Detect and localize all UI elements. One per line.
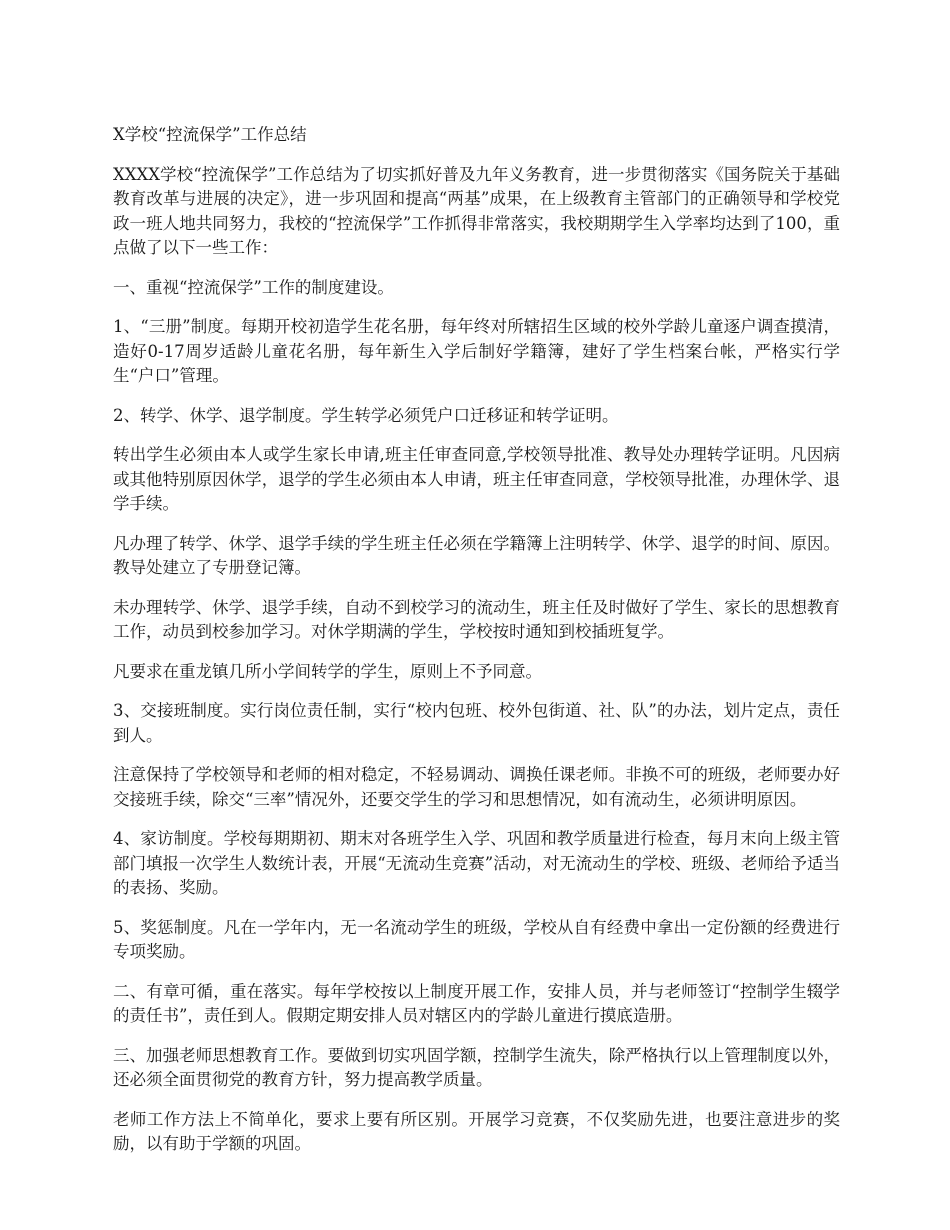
paragraph-transfer-rules: 2、转学、休学、退学制度。学生转学必须凭户口迁移证和转学证明。 xyxy=(113,405,619,425)
paragraph-section-1-heading: 一、重视“控流保学”工作的制度建设。 xyxy=(113,277,394,297)
paragraph-teaching-methods: 老师工作方法上不简单化，要求上要有所区别。开展学习竞赛，不仅奖励先进，也要注意进步的奖励，以有助于学额的巩固。 xyxy=(113,1109,840,1153)
paragraph-rewards: 5、奖惩制度。凡在一学年内，无一名流动学生的班级，学校从自有经费中拿出一定份额的经费进行专项奖励。 xyxy=(113,917,840,961)
paragraph-section-2: 二、有章可循，重在落实。每年学校按以上制度开展工作，安排人员，并与老师签订“控制学生辍学的责任书”，责任到人。假期定期安排人员对辖区内的学龄儿童进行摸底造册。 xyxy=(113,981,840,1025)
paragraph-section-3: 三、加强老师思想教育工作。要做到切实巩固学额，控制学生流失，除严格执行以上管理制度以外，还必须全面贯彻党的教育方针，努力提高教学质量。 xyxy=(113,1045,840,1089)
paragraph-registry-notes: 凡办理了转学、休学、退学手续的学生班主任必须在学籍簿上注明转学、休学、退学的时间、原因。教导处建立了专册登记簿。 xyxy=(113,533,840,577)
document-body xyxy=(113,123,840,1172)
paragraph-three-registers: 1、“三册”制度。每期开校初造学生花名册，每年终对所辖招生区域的校外学龄儿童逐户调查摸清，造好0-17周岁适龄儿童花名册，每年新生入学后制好学籍簿，建好了学生档案台帐，严格实行学生“户口”管理。 xyxy=(113,317,840,385)
paragraph-transfer-restriction: 凡要求在重龙镇几所小学间转学的学生，原则上不予同意。 xyxy=(113,661,542,681)
paragraph-intro: XXXX学校“控流保学”工作总结为了切实抓好普及九年义务教育，进一步贯彻落实《国务院关于基础教育改革与进展的决定》，进一步巩固和提高“两基”成果，在上级教育主管部门的正确领导和学校党政一班人地共同努力，我校的“控流保学”工作抓得非常落实，我校期期学生入学率均达到了100，重点做了以下一些工作： xyxy=(113,164,840,257)
paragraph-teacher-stability: 注意保持了学校领导和老师的相对稳定，不轻易调动、调换任课老师。非换不可的班级，老师要办好交接班手续，除交“三率”情况外，还要交学生的学习和思想情况，如有流动生，必须讲明原因。 xyxy=(113,765,840,809)
paragraph-handover-system: 3、交接班制度。实行岗位责任制，实行“校内包班、校外包街道、社、队”的办法，划片定点，责任到人。 xyxy=(113,701,840,745)
paragraph-floating-students: 未办理转学、休学、退学手续，自动不到校学习的流动生，班主任及时做好了学生、家长的思想教育工作，动员到校参加学习。对休学期满的学生，学校按时通知到校插班复学。 xyxy=(113,597,840,641)
paragraph-transfer-procedure: 转出学生必须由本人或学生家长申请,班主任审查同意,学校领导批准、教导处办理转学证明。凡因病或其他特别原因休学，退学的学生必须由本人申请，班主任审查同意，学校领导批准，办理休学、退学手续。 xyxy=(113,445,840,513)
paragraph-home-visits: 4、家访制度。学校每期期初、期末对各班学生入学、巩固和教学质量进行检查，每月末向上级主管部门填报一次学生人数统计表，开展“无流动生竞赛”活动，对无流动生的学校、班级、老师给予适当的表扬、奖励。 xyxy=(113,829,840,897)
document-title: X学校“控流保学”工作总结 xyxy=(113,125,307,144)
